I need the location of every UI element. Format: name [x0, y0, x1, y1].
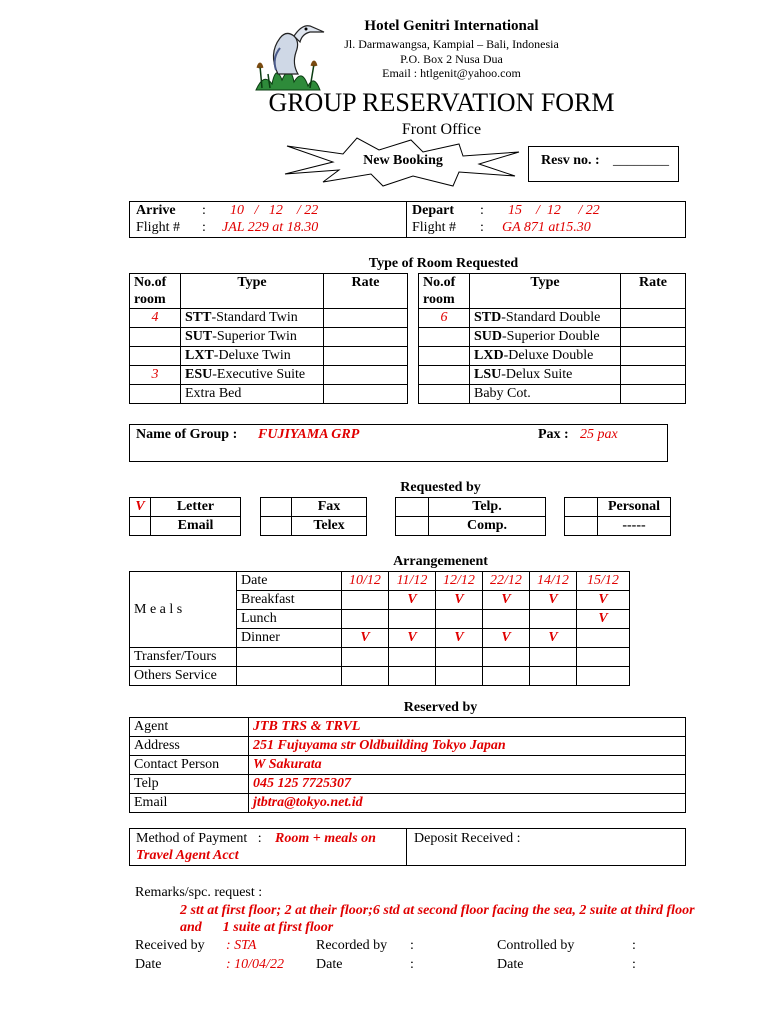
room-count[interactable]: 3 — [130, 366, 181, 385]
received-by-value[interactable]: : STA — [226, 938, 257, 953]
transfer-cell[interactable] — [483, 648, 530, 667]
room-desc: -Delux Suite — [501, 367, 573, 382]
fax-label: Fax — [292, 498, 367, 517]
reserved-value[interactable]: jtbtra@tokyo.net.id — [249, 794, 686, 813]
table-row — [130, 756, 686, 775]
reserved-value[interactable]: W Sakurata — [249, 756, 686, 775]
table-row — [419, 366, 686, 385]
others-label: Others Service — [130, 667, 237, 686]
others-cell[interactable] — [436, 667, 483, 686]
reserved-value[interactable]: 251 Fujuyama str Oldbuilding Tokyo Japan — [249, 737, 686, 756]
date-label: Date — [135, 957, 162, 972]
room-type — [181, 328, 324, 347]
meal-mark[interactable]: V — [342, 629, 389, 648]
depart-label: Depart — [412, 203, 454, 218]
group-name-value: FUJIYAMA GRP — [258, 427, 360, 442]
pax-label: Pax : — [538, 427, 569, 442]
room-rate[interactable] — [324, 347, 408, 366]
room-rate[interactable] — [324, 366, 408, 385]
room-code: ESU — [185, 367, 213, 382]
new-booking-badge — [283, 136, 523, 188]
requested-by-title: Requested by — [400, 480, 481, 495]
resv-no-label: Resv no. : — [541, 153, 600, 168]
col-header-count: No.of room — [419, 274, 470, 309]
room-count[interactable] — [419, 366, 470, 385]
controlled-by-label: Controlled by — [497, 938, 575, 953]
meal-mark[interactable]: V — [483, 591, 530, 610]
deposit-label: Deposit Received : — [414, 831, 521, 846]
telp-check[interactable] — [396, 498, 429, 517]
room-count[interactable] — [419, 328, 470, 347]
departure-flight: GA 871 at15.30 — [502, 220, 591, 235]
resv-no-box[interactable] — [528, 146, 679, 182]
room-desc: -Superior Double — [502, 329, 600, 344]
others-cell[interactable] — [577, 667, 630, 686]
date-value[interactable]: : 10/04/22 — [226, 957, 284, 972]
others-cell[interactable] — [530, 667, 577, 686]
payment-label: Method of Payment : — [136, 831, 262, 846]
date-col: 12/12 — [436, 572, 483, 591]
arrival-flight: JAL 229 at 18.30 — [222, 220, 319, 235]
group-name-label: Name of Group : — [136, 427, 238, 442]
hotel-email: Email : htlgenit@yahoo.com — [382, 66, 521, 80]
others-cell[interactable] — [483, 667, 530, 686]
meal-mark[interactable]: V — [577, 610, 630, 629]
table-row — [130, 737, 686, 756]
date-col: 11/12 — [389, 572, 436, 591]
remarks-label: Remarks/spc. request : — [135, 885, 263, 900]
new-booking-label: New Booking — [363, 153, 443, 168]
table-row — [130, 794, 686, 813]
meal-mark[interactable]: V — [530, 629, 577, 648]
room-desc: -Standard Double — [501, 310, 601, 325]
hotel-address: Jl. Darmawangsa, Kampial – Bali, Indonesia — [344, 37, 559, 51]
reserved-label: Address — [130, 737, 249, 756]
transfer-cell[interactable] — [577, 648, 630, 667]
divider — [406, 829, 407, 865]
departure-date: 15 / 12 / 22 — [508, 203, 600, 218]
date-col: 22/12 — [483, 572, 530, 591]
transfer-cell[interactable] — [530, 648, 577, 667]
colon: : — [480, 203, 484, 218]
room-rate[interactable] — [621, 366, 686, 385]
room-rate[interactable] — [621, 309, 686, 328]
table-row — [130, 347, 408, 366]
room-type — [181, 366, 324, 385]
meal-mark[interactable] — [530, 610, 577, 629]
meal-label: Dinner — [237, 629, 342, 648]
letter-label: Letter — [151, 498, 241, 517]
room-count[interactable]: 6 — [419, 309, 470, 328]
table-row — [419, 347, 686, 366]
table-row — [130, 328, 408, 347]
room-type — [181, 347, 324, 366]
room-count[interactable] — [130, 385, 181, 404]
recorded-by-label: Recorded by — [316, 938, 388, 953]
date-label: Date — [237, 572, 342, 591]
reserved-label: Telp — [130, 775, 249, 794]
room-type — [470, 328, 621, 347]
controlled-by-colon: : — [632, 938, 636, 953]
table-row — [419, 385, 686, 404]
group-box[interactable] — [129, 424, 668, 462]
table-row — [130, 667, 630, 686]
fax-check[interactable] — [261, 498, 292, 517]
room-rate[interactable] — [324, 328, 408, 347]
reserved-label: Email — [130, 794, 249, 813]
reserved-value[interactable]: JTB TRS & TRVL — [249, 718, 686, 737]
recorded-date-label: Date — [316, 957, 343, 972]
transfer-label: Transfer/Tours — [130, 648, 237, 667]
personal-check[interactable] — [565, 498, 598, 517]
arrive-label: Arrive — [136, 203, 176, 218]
room-desc: -Deluxe Twin — [213, 348, 291, 363]
room-desc: Baby Cot. — [474, 386, 531, 401]
controlled-date-colon: : — [632, 957, 636, 972]
date-col: 14/12 — [530, 572, 577, 591]
col-header-rate: Rate — [324, 274, 408, 309]
table-row — [130, 385, 408, 404]
room-type — [181, 309, 324, 328]
remarks-line1[interactable]: 2 stt at first floor; 2 at their floor;6 std at second floor facing the sea, 2 suite at third floor — [180, 903, 695, 918]
hotel-po-box: P.O. Box 2 Nusa Dua — [400, 52, 503, 66]
departure-flight-label: Flight # — [412, 220, 456, 235]
room-rate[interactable] — [324, 309, 408, 328]
comp-label: Comp. — [429, 517, 546, 536]
request-personal — [564, 497, 671, 536]
room-type — [470, 385, 621, 404]
payment-box — [129, 828, 686, 866]
meal-mark[interactable]: V — [436, 629, 483, 648]
meal-mark[interactable]: V — [436, 591, 483, 610]
room-count[interactable] — [130, 328, 181, 347]
room-count[interactable] — [419, 385, 470, 404]
arrival-departure-box — [129, 201, 686, 238]
telp-label: Telp. — [429, 498, 546, 517]
table-row — [130, 775, 686, 794]
request-telp-comp — [395, 497, 546, 536]
meal-mark[interactable] — [342, 591, 389, 610]
col-header-rate: Rate — [621, 274, 686, 309]
table-row — [130, 309, 408, 328]
arrival-date: 10 / 12 / 22 — [230, 203, 319, 218]
room-code: SUD — [474, 329, 503, 344]
colon: : — [480, 220, 484, 235]
remarks-line2[interactable]: and 1 suite at first floor — [180, 920, 334, 935]
resv-no-value: ________ — [613, 153, 669, 168]
meal-mark[interactable]: V — [577, 591, 630, 610]
colon: : — [202, 203, 206, 218]
room-code: LSU — [474, 367, 502, 382]
room-type — [470, 366, 621, 385]
room-code: SUT — [185, 329, 213, 344]
personal-label: Personal — [598, 498, 671, 517]
hotel-name: Hotel Genitri International — [364, 18, 539, 34]
controlled-date-label: Date — [497, 957, 524, 972]
reserved-value[interactable]: 045 125 7725307 — [249, 775, 686, 794]
transfer-cell[interactable] — [342, 648, 389, 667]
col-header-type: Type — [181, 274, 324, 309]
department: Front Office — [401, 121, 482, 138]
room-type — [470, 347, 621, 366]
room-rate[interactable] — [621, 328, 686, 347]
room-desc: -Superior Twin — [212, 329, 297, 344]
arrival-flight-label: Flight # — [136, 220, 180, 235]
table-row — [130, 718, 686, 737]
divider — [406, 202, 407, 237]
transfer-cell[interactable] — [237, 648, 342, 667]
room-code: STD — [474, 310, 502, 325]
payment-value-line1[interactable]: Room + meals on — [275, 831, 376, 846]
rooms-table-left — [129, 273, 408, 404]
others-cell[interactable] — [342, 667, 389, 686]
table-row — [419, 328, 686, 347]
request-letter-email — [129, 497, 241, 536]
meal-mark[interactable]: V — [389, 629, 436, 648]
table-row — [419, 309, 686, 328]
recorded-by-colon: : — [410, 938, 414, 953]
comp-check[interactable] — [396, 517, 429, 536]
telex-check[interactable] — [261, 517, 292, 536]
reserved-by-table — [129, 717, 686, 813]
table-row — [130, 648, 630, 667]
room-rate[interactable] — [324, 385, 408, 404]
personal-check-2[interactable] — [565, 517, 598, 536]
letter-check[interactable]: V — [130, 498, 151, 517]
room-type — [470, 309, 621, 328]
room-rate[interactable] — [621, 385, 686, 404]
meal-label: Breakfast — [237, 591, 342, 610]
received-by-label: Received by — [135, 938, 205, 953]
meal-mark[interactable]: V — [530, 591, 577, 610]
meal-mark[interactable] — [483, 610, 530, 629]
room-count[interactable]: 4 — [130, 309, 181, 328]
col-header-count: No.of room — [130, 274, 181, 309]
email-label: Email — [151, 517, 241, 536]
room-code: LXT — [185, 348, 214, 363]
room-count[interactable] — [419, 347, 470, 366]
meal-mark[interactable]: V — [483, 629, 530, 648]
personal-dashes: ----- — [598, 517, 671, 536]
request-fax-telex — [260, 497, 367, 536]
others-cell[interactable] — [237, 667, 342, 686]
meal-mark[interactable]: V — [389, 591, 436, 610]
room-rate[interactable] — [621, 347, 686, 366]
form-title: GROUP RESERVATION FORM — [268, 88, 615, 117]
reserved-label: Agent — [130, 718, 249, 737]
date-col: 10/12 — [342, 572, 389, 591]
transfer-cell[interactable] — [436, 648, 483, 667]
email-check[interactable] — [130, 517, 151, 536]
room-desc: Extra Bed — [185, 386, 242, 401]
date-col: 15/12 — [577, 572, 630, 591]
reserved-label: Contact Person — [130, 756, 249, 775]
meal-mark[interactable] — [577, 629, 630, 648]
meal-mark[interactable] — [342, 610, 389, 629]
room-desc: -Deluxe Double — [503, 348, 594, 363]
room-desc: -Standard Twin — [211, 310, 298, 325]
rooms-title: Type of Room Requested — [368, 256, 519, 271]
reserved-by-title: Reserved by — [403, 700, 478, 715]
meal-label: Lunch — [237, 610, 342, 629]
table-row — [130, 366, 408, 385]
room-code: STT — [185, 310, 212, 325]
others-cell[interactable] — [389, 667, 436, 686]
recorded-date-colon: : — [410, 957, 414, 972]
pax-value: 25 pax — [580, 427, 618, 442]
transfer-cell[interactable] — [389, 648, 436, 667]
room-type — [181, 385, 324, 404]
meal-mark[interactable] — [389, 610, 436, 629]
room-count[interactable] — [130, 347, 181, 366]
colon: : — [202, 220, 206, 235]
telex-label: Telex — [292, 517, 367, 536]
col-header-type: Type — [470, 274, 621, 309]
rooms-table-right — [418, 273, 686, 404]
payment-value-line2[interactable]: Travel Agent Acct — [136, 848, 239, 863]
room-code: LXD — [474, 348, 504, 363]
room-desc: -Executive Suite — [212, 367, 306, 382]
meal-mark[interactable] — [436, 610, 483, 629]
arrangement-title: Arrangemenent — [393, 554, 488, 569]
meals-label: M e a l s — [130, 572, 237, 648]
arrangement-table — [129, 571, 630, 686]
